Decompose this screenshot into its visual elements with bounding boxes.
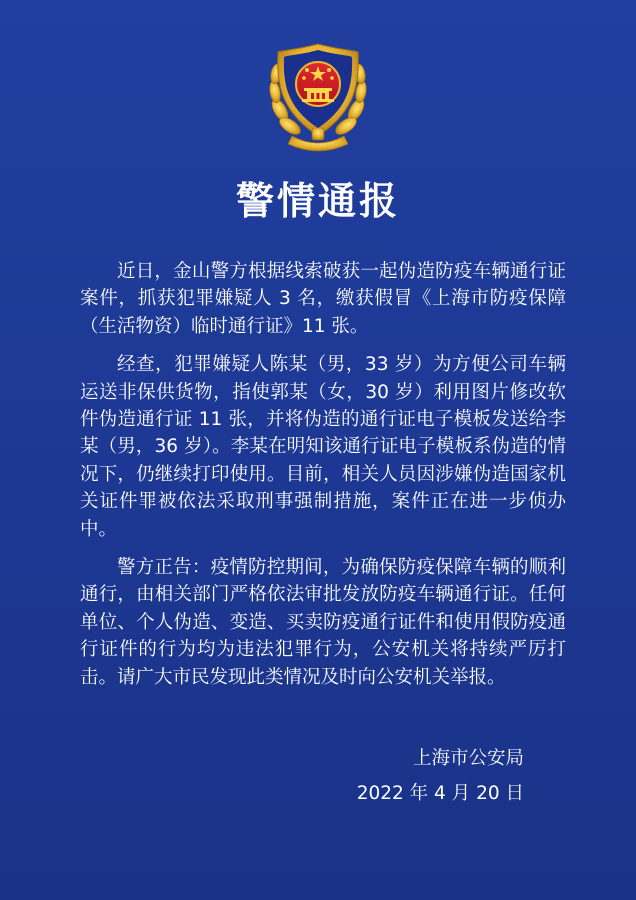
police-emblem-icon xyxy=(262,40,374,156)
paragraph: 警方正告：疫情防控期间，为确保防疫保障车辆的顺利通行，由相关部门严格依法审批发放防疫车辆通行证。任何单位、个人伪造、变造、买卖防疫通行证件和使用假防疫通行证件的行为均为违法犯罪行为，公安机关将持续严厉打击。请广大市民发现此类情况及时向公安机关举报。 xyxy=(80,557,566,688)
paragraph: 经查，犯罪嫌疑人陈某（男，33 岁）为方便公司车辆运送非保供货物，指使郭某（女，30 岁）利用图片修改软件伪造通行证 11 张，并将伪造的通行证电子模板发送给李某（男，36 岁）。李某在明知该通行证电子模板系伪造的情况下，仍继续打印使用。目前，相关人员因涉嫌伪造国家机关证件罪被依法采取刑事强制措施，案件正在进一步侦办中。 xyxy=(80,354,566,540)
signature-date: 2022 年 4 月 20 日 xyxy=(356,783,524,804)
page-title: 警情通报 xyxy=(235,179,400,223)
signature-organization: 上海市公安局 xyxy=(412,748,524,769)
paragraph: 近日，金山警方根据线索破获一起伪造防疫车辆通行证案件，抓获犯罪嫌疑人 3 名，缴获假冒《上海市防疫保障（生活物资）临时通行证》11 张。 xyxy=(80,261,566,337)
notice-body xyxy=(80,258,566,702)
